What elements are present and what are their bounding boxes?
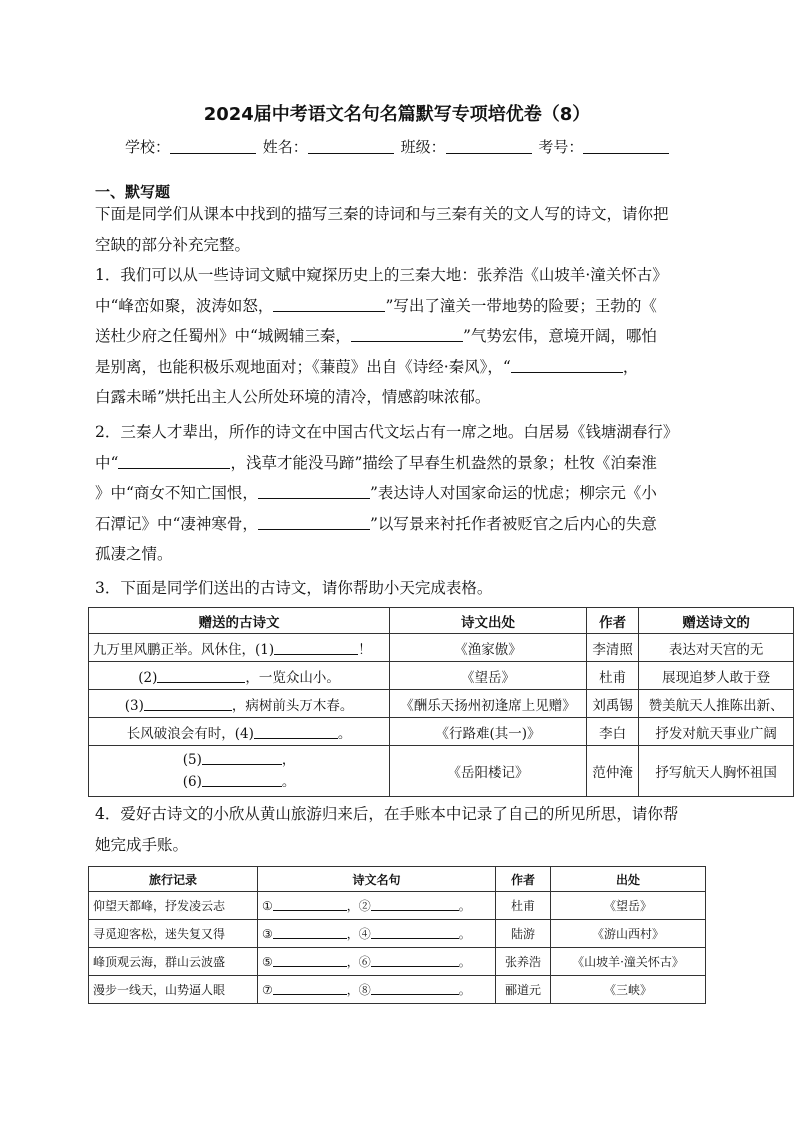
intro-line: 空缺的部分补充完整。 [95, 235, 251, 254]
exam-no-label: 考号： [538, 138, 584, 156]
column-header: 诗文名句 [258, 867, 496, 892]
source-cell: 《岳阳楼记》 [390, 746, 587, 797]
column-header: 出处 [551, 867, 706, 892]
table-row [89, 746, 794, 797]
poem-cell: 长风破浪会有时，(4) 。 [89, 718, 390, 746]
record-cell: 仰望天都峰，抒发凌云志 [89, 892, 258, 920]
record-cell: 峰顶观云海，群山云波盛 [89, 948, 258, 976]
author-cell: 范仲淹 [586, 746, 638, 797]
question-4 [95, 799, 700, 860]
section-intro [95, 199, 700, 260]
travel-journal-table [88, 866, 706, 1004]
answer-blank[interactable] [273, 926, 347, 939]
page-title: 2024届中考语文名句名篇默写专项培优卷（8） [203, 104, 591, 125]
table-row [89, 948, 706, 976]
author-cell: 杜甫 [586, 662, 638, 690]
class-blank[interactable] [446, 139, 532, 154]
source-cell: 《山坡羊·潼关怀古》 [551, 948, 706, 976]
q2-line: 中“ ，浅草才能没马蹄”描绘了早春生机盎然的景象；杜牧《泊秦淮 [95, 453, 657, 472]
q2-line: 2．三秦人才辈出，所作的诗文在中国古代文坛占有一席之地。白居易《钱塘湖春行》 [95, 423, 679, 441]
q2-line: 孤凄之情。 [95, 545, 173, 563]
quote-cell: ⑦ ，⑧ 。 [258, 976, 496, 1004]
answer-blank[interactable] [371, 926, 459, 939]
table-row [89, 690, 794, 718]
answer-blank[interactable] [273, 898, 347, 911]
student-info-row [125, 136, 671, 157]
answer-blank[interactable] [511, 358, 623, 373]
purpose-cell: 赞美航天人推陈出新、 [639, 690, 794, 718]
school-label: 学校： [125, 138, 171, 156]
source-cell: 《渔家傲》 [390, 634, 587, 662]
poem-cell: (5) ， (6) 。 [89, 746, 390, 797]
record-cell: 漫步一线天，山势逼人眼 [89, 976, 258, 1004]
answer-blank[interactable] [371, 898, 459, 911]
poem-cell: (2) ，一览众山小。 [89, 662, 390, 690]
q1-line: 1．我们可以从一些诗词文赋中窥探历史上的三秦大地：张养浩《山坡羊·潼关怀古》 [95, 266, 668, 284]
table-row [89, 634, 794, 662]
column-header: 诗文出处 [390, 608, 587, 634]
answer-blank[interactable] [258, 484, 370, 499]
school-blank[interactable] [170, 139, 256, 154]
q4-line: 4．爱好古诗文的小欣从黄山旅游归来后，在手账本中记录了自己的所见所思，请你帮 [95, 805, 679, 823]
answer-blank[interactable] [144, 698, 232, 711]
author-cell: 李白 [586, 718, 638, 746]
table-row [89, 662, 794, 690]
q1-line: 中“峰峦如聚，波涛如怒， ”写出了潼关一带地势的险要；王勃的《 [95, 296, 657, 315]
answer-blank[interactable] [254, 726, 338, 739]
exam-no-blank[interactable] [583, 139, 669, 154]
table-row [89, 920, 706, 948]
purpose-cell: 展现追梦人敢于登 [639, 662, 794, 690]
table-header-row [89, 608, 794, 634]
quote-cell: ③ ，④ 。 [258, 920, 496, 948]
q4-line: 她完成手账。 [95, 835, 189, 854]
name-blank[interactable] [308, 139, 394, 154]
purpose-cell: 表达对天宫的无 [639, 634, 794, 662]
answer-blank[interactable] [371, 954, 459, 967]
answer-blank[interactable] [273, 954, 347, 967]
q1-line: 是别离，也能积极乐观地面对；《蒹葭》出自《诗经·秦风》，“ ， [95, 357, 639, 376]
q2-line: 》中“商女不知亡国恨， ”表达诗人对国家命运的忧虑；柳宗元《小 [95, 484, 657, 502]
answer-blank[interactable] [258, 515, 370, 530]
answer-blank[interactable] [157, 670, 245, 683]
author-cell: 杜甫 [496, 892, 551, 920]
purpose-cell: 抒发对航天事业广阔 [639, 718, 794, 746]
intro-line: 下面是同学们从课本中找到的描写三秦的诗词和与三秦有关的文人写的诗文，请你把 [95, 205, 669, 223]
author-cell: 陆游 [496, 920, 551, 948]
quote-cell: ① ，② 。 [258, 892, 496, 920]
table-row [89, 718, 794, 746]
gift-poem-table [88, 607, 794, 797]
table-header-row [89, 867, 706, 892]
source-cell: 《三峡》 [551, 976, 706, 1004]
author-cell: 刘禹锡 [586, 690, 638, 718]
source-cell: 《望岳》 [551, 892, 706, 920]
class-label: 班级： [400, 138, 446, 156]
column-header: 赠送诗文的 [639, 608, 794, 634]
answer-blank[interactable] [273, 982, 347, 995]
source-cell: 《望岳》 [390, 662, 587, 690]
question-1 [95, 260, 700, 413]
question-2 [95, 417, 700, 570]
answer-blank[interactable] [273, 297, 385, 312]
name-label: 姓名： [262, 138, 308, 156]
purpose-cell: 抒写航天人胸怀祖国 [639, 746, 794, 797]
answer-blank[interactable] [118, 454, 230, 469]
source-cell: 《游山西村》 [551, 920, 706, 948]
source-cell: 《行路难(其一)》 [390, 718, 587, 746]
column-header: 旅行记录 [89, 867, 258, 892]
section-heading: 一、默写题 [95, 183, 171, 201]
answer-blank[interactable] [274, 642, 358, 655]
column-header: 赠送的古诗文 [89, 608, 390, 634]
answer-blank[interactable] [202, 752, 282, 765]
question-3-heading: 3．下面是同学们送出的古诗文，请你帮助小天完成表格。 [95, 579, 493, 597]
author-cell: 郦道元 [496, 976, 551, 1004]
q1-line: 白露未晞”烘托出主人公所处环境的清冷，情感韵味浓郁。 [95, 388, 491, 406]
table-row [89, 892, 706, 920]
q1-line: 送杜少府之任蜀州》中“城阙辅三秦， ”气势宏伟，意境开阔，哪怕 [95, 327, 657, 345]
answer-blank[interactable] [351, 327, 463, 342]
q2-line: 石潭记》中“凄神寒骨， ”以写景来衬托作者被贬官之后内心的失意 [95, 514, 657, 533]
source-cell: 《酬乐天扬州初逢席上见赠》 [390, 690, 587, 718]
poem-cell: (3) ，病树前头万木春。 [89, 690, 390, 718]
quote-cell: ⑤ ，⑥ 。 [258, 948, 496, 976]
poem-cell: 九万里风鹏正举。风休住，(1) ！ [89, 634, 390, 662]
answer-blank[interactable] [371, 982, 459, 995]
table-row [89, 976, 706, 1004]
record-cell: 寻觅迎客松，迷失复又得 [89, 920, 258, 948]
column-header: 作者 [586, 608, 638, 634]
column-header: 作者 [496, 867, 551, 892]
author-cell: 张养浩 [496, 948, 551, 976]
answer-blank[interactable] [202, 774, 282, 787]
author-cell: 李清照 [586, 634, 638, 662]
